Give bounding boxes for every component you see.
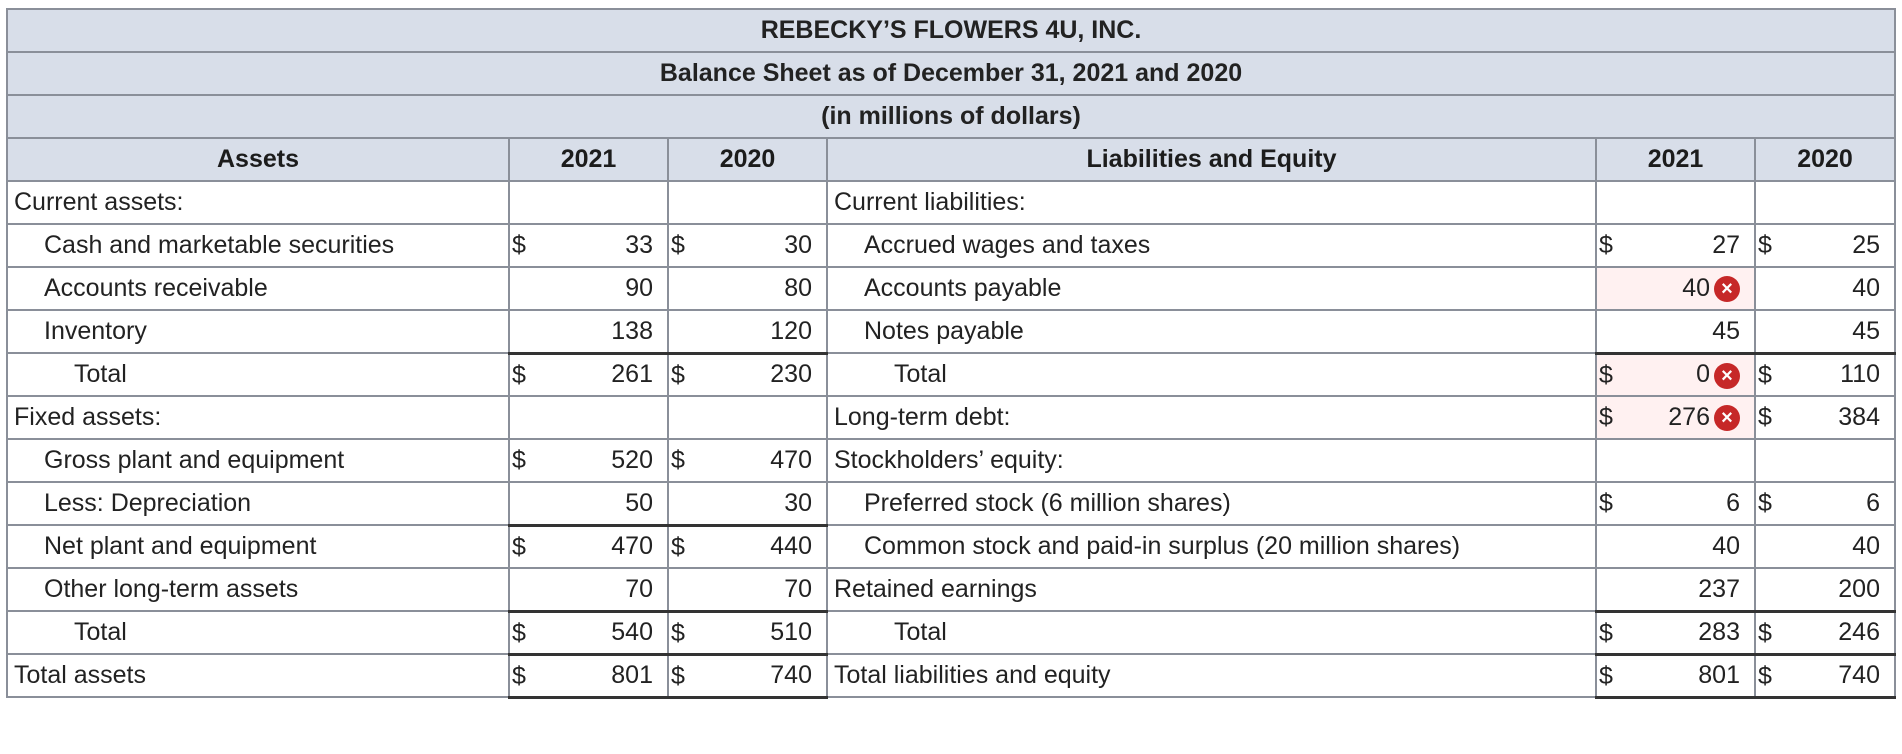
value: 540 — [611, 618, 653, 646]
value: 230 — [770, 360, 812, 389]
value-cell: 50 — [509, 482, 668, 525]
value: 740 — [1838, 661, 1880, 689]
value-cell: 138 — [509, 310, 668, 353]
value-cell: 40 — [1755, 525, 1895, 568]
value: 33 — [625, 231, 653, 259]
currency-symbol: $ — [671, 360, 685, 389]
currency-symbol: $ — [512, 618, 526, 647]
table-row — [7, 353, 1895, 396]
value-cell — [509, 654, 668, 697]
currency-symbol: $ — [1758, 661, 1772, 690]
value: 740 — [770, 661, 812, 689]
empty-cell — [668, 396, 827, 439]
row-label: Accounts payable — [827, 267, 1596, 310]
row-label: Total — [827, 611, 1596, 654]
answer-input-long-term-debt[interactable] — [1596, 396, 1755, 439]
value: 40 — [1682, 274, 1710, 302]
row-label: Total assets — [7, 654, 509, 697]
value: 276 — [1668, 403, 1710, 431]
value: 520 — [611, 446, 653, 474]
value-cell — [668, 525, 827, 568]
currency-symbol: $ — [1599, 403, 1613, 431]
row-label: Current liabilities: — [827, 181, 1596, 224]
value-cell: 237 — [1596, 568, 1755, 611]
value: 801 — [1698, 661, 1740, 689]
value: 0 — [1696, 360, 1710, 389]
value-cell — [668, 654, 827, 697]
currency-symbol: $ — [512, 532, 526, 561]
empty-cell — [1596, 181, 1755, 224]
error-x-icon: × — [1714, 363, 1740, 389]
value-cell — [1755, 654, 1895, 697]
value-cell — [509, 353, 668, 396]
empty-cell — [1755, 181, 1895, 224]
assets-2020-header: 2020 — [668, 138, 827, 181]
value-cell — [668, 611, 827, 654]
currency-symbol: $ — [1599, 489, 1613, 517]
currency-symbol: $ — [1758, 618, 1772, 647]
currency-symbol: $ — [512, 661, 526, 690]
value: 261 — [611, 360, 653, 389]
empty-cell — [509, 181, 668, 224]
row-label: Cash and marketable securities — [7, 224, 509, 267]
row-label: Long-term debt: — [827, 396, 1596, 439]
assets-header: Assets — [7, 138, 509, 181]
value: 6 — [1866, 489, 1880, 517]
row-label: Net plant and equipment — [7, 525, 509, 568]
answer-input-current-liabilities-total[interactable] — [1596, 353, 1755, 396]
value-cell: 45 — [1596, 310, 1755, 353]
value-cell — [1596, 482, 1755, 525]
value-cell: 120 — [668, 310, 827, 353]
row-label: Gross plant and equipment — [7, 439, 509, 482]
value: 25 — [1852, 231, 1880, 259]
row-label: Stockholders’ equity: — [827, 439, 1596, 482]
currency-symbol: $ — [671, 661, 685, 690]
table-row — [7, 482, 1895, 525]
value-cell: 30 — [668, 482, 827, 525]
value-cell — [1755, 353, 1895, 396]
value-cell — [668, 439, 827, 482]
row-label: Accounts receivable — [7, 267, 509, 310]
value: 470 — [770, 446, 812, 474]
value-cell — [509, 611, 668, 654]
value: 110 — [1840, 360, 1880, 389]
row-label: Current assets: — [7, 181, 509, 224]
table-row — [7, 396, 1895, 439]
empty-cell — [1596, 439, 1755, 482]
value: 440 — [770, 532, 812, 561]
table-row — [7, 224, 1895, 267]
table-row — [7, 310, 1895, 353]
value-cell — [1596, 224, 1755, 267]
currency-symbol: $ — [671, 231, 685, 259]
empty-cell — [668, 181, 827, 224]
table-row — [7, 181, 1895, 224]
value-cell: 40 — [1596, 525, 1755, 568]
value: 384 — [1838, 403, 1880, 431]
value-cell: 80 — [668, 267, 827, 310]
table-row — [7, 267, 1895, 310]
balance-sheet-table — [6, 8, 1896, 699]
value: 470 — [611, 532, 653, 561]
units-note: (in millions of dollars) — [7, 95, 1895, 138]
table-row — [7, 568, 1895, 611]
row-label: Preferred stock (6 million shares) — [827, 482, 1596, 525]
assets-2021-header: 2021 — [509, 138, 668, 181]
value: 246 — [1838, 618, 1880, 646]
row-label: Retained earnings — [827, 568, 1596, 611]
currency-symbol: $ — [512, 446, 526, 474]
row-label: Common stock and paid-in surplus (20 million shares) — [827, 525, 1596, 568]
value-cell — [1755, 396, 1895, 439]
row-label: Total — [7, 353, 509, 396]
value-cell: 70 — [668, 568, 827, 611]
currency-symbol: $ — [1758, 489, 1772, 517]
answer-input-accounts-payable[interactable] — [1596, 267, 1755, 310]
company-name: REBECKY’S FLOWERS 4U, INC. — [7, 9, 1895, 52]
value: 801 — [611, 661, 653, 689]
value-cell — [1755, 224, 1895, 267]
value-cell — [668, 224, 827, 267]
value-cell — [1596, 611, 1755, 654]
liabilities-header: Liabilities and Equity — [827, 138, 1596, 181]
currency-symbol: $ — [1758, 403, 1772, 431]
currency-symbol: $ — [512, 360, 526, 389]
currency-symbol: $ — [671, 618, 685, 647]
currency-symbol: $ — [1758, 231, 1772, 259]
row-label: Notes payable — [827, 310, 1596, 353]
error-x-icon: × — [1714, 276, 1740, 302]
row-label: Less: Depreciation — [7, 482, 509, 525]
row-label: Inventory — [7, 310, 509, 353]
row-label: Total liabilities and equity — [827, 654, 1596, 697]
row-label: Total — [7, 611, 509, 654]
error-x-icon: × — [1714, 405, 1740, 431]
value: 30 — [784, 231, 812, 259]
table-row — [7, 439, 1895, 482]
currency-symbol: $ — [1599, 360, 1613, 389]
value: 6 — [1726, 489, 1740, 517]
value-cell — [668, 353, 827, 396]
currency-symbol: $ — [1599, 231, 1613, 259]
value: 510 — [770, 618, 812, 646]
table-row — [7, 525, 1895, 568]
empty-cell — [509, 396, 668, 439]
value-cell: 200 — [1755, 568, 1895, 611]
liab-2020-header: 2020 — [1755, 138, 1895, 181]
currency-symbol: $ — [1599, 661, 1613, 690]
table-row — [7, 654, 1895, 697]
row-label: Accrued wages and taxes — [827, 224, 1596, 267]
liab-2021-header: 2021 — [1596, 138, 1755, 181]
row-label: Other long-term assets — [7, 568, 509, 611]
value-cell — [1755, 611, 1895, 654]
value-cell — [509, 439, 668, 482]
value-cell: 45 — [1755, 310, 1895, 353]
row-label: Fixed assets: — [7, 396, 509, 439]
value-cell — [1755, 482, 1895, 525]
currency-symbol: $ — [512, 231, 526, 259]
value-cell: 90 — [509, 267, 668, 310]
empty-cell — [1755, 439, 1895, 482]
currency-symbol: $ — [671, 446, 685, 474]
value-cell: 70 — [509, 568, 668, 611]
table-row — [7, 611, 1895, 654]
value: 283 — [1698, 618, 1740, 646]
value-cell — [509, 224, 668, 267]
value-cell: 40 — [1755, 267, 1895, 310]
row-label: Total — [827, 353, 1596, 396]
value-cell — [1596, 654, 1755, 697]
currency-symbol: $ — [1599, 618, 1613, 647]
value-cell — [509, 525, 668, 568]
statement-title: Balance Sheet as of December 31, 2021 and 2020 — [7, 52, 1895, 95]
currency-symbol: $ — [1758, 360, 1772, 389]
currency-symbol: $ — [671, 532, 685, 561]
value: 27 — [1712, 231, 1740, 259]
